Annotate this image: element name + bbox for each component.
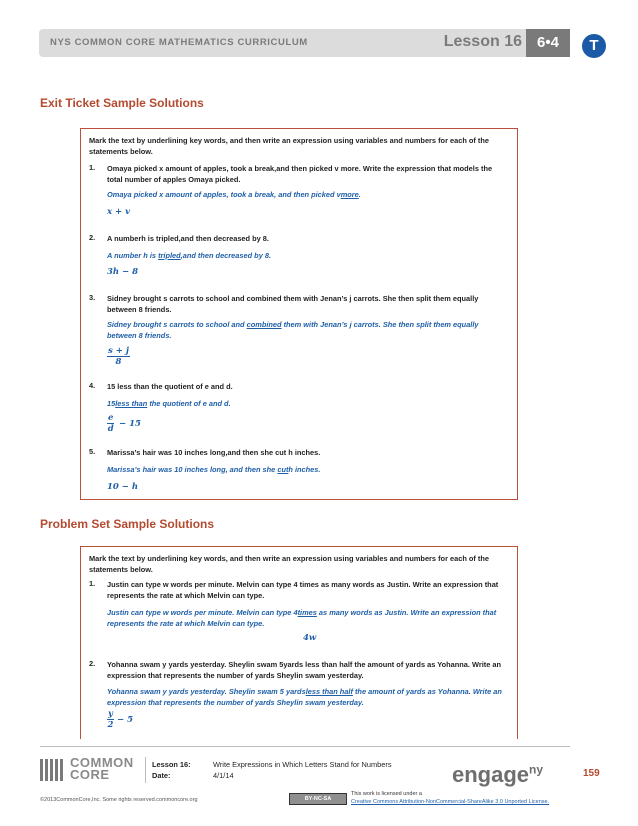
- answer-text: Sidney brought s carrots to school and combined them with Jenan’s j carrots. She then split them equally between 8 friends.: [107, 320, 479, 340]
- question-number: 4.: [89, 381, 96, 390]
- exit-ticket-box: [80, 128, 518, 500]
- question-text: Justin can type w words per minute. Melvin can type 4 times as many words as Justin. Write an expression that represents the rate at which Melvin can type.: [107, 580, 499, 600]
- answer-fraction: [107, 709, 114, 730]
- underlined-keyword: times: [297, 608, 317, 617]
- problem-set-title: Problem Set Sample Solutions: [40, 517, 215, 531]
- footer-divider-vertical: [145, 757, 146, 783]
- answer-fraction: [107, 346, 130, 367]
- footer-date-label: Date:: [152, 771, 171, 780]
- question-number: 2.: [89, 659, 96, 668]
- underlined-keyword: less than half: [305, 687, 353, 696]
- page-header: [39, 29, 570, 57]
- underlined-keyword: tripled: [158, 251, 181, 260]
- fraction-denominator: 8: [115, 357, 122, 367]
- answer-expression: 3h − 8: [107, 267, 139, 277]
- license-text: This work is licensed under a: [351, 791, 422, 797]
- answer-text: Yohanna swam y yards yesterday. Sheylin swam 5 yardsless than half the amount of yards as Yohanna. Write an expression that represents the number of yards Sheylin swam yesterday.: [107, 687, 502, 707]
- question-number: 5.: [89, 447, 96, 456]
- curriculum-title: NYS COMMON CORE MATHEMATICS CURRICULUM: [50, 37, 308, 48]
- answer-expression: 10 − h: [107, 482, 139, 492]
- license-link[interactable]: Creative Commons Attribution-NonCommercial-ShareAlike 3.0 Unported License.: [351, 799, 550, 805]
- problem-set-box: [80, 546, 518, 739]
- footer-lesson-title: Write Expressions in Which Letters Stand for Numbers: [213, 760, 392, 769]
- fraction-denominator: d: [107, 424, 114, 434]
- engageny-logo: engage$^{ny}$: [452, 762, 544, 787]
- fraction-tail: − 5: [117, 715, 133, 725]
- fraction-numerator: y: [108, 709, 113, 719]
- answer-text: A number h is tripled,and then decreased by 8.: [107, 251, 272, 260]
- fraction-numerator: s + j: [108, 346, 129, 356]
- answer-text: Justin can type w words per minute. Melvin can type 4times as many words as Justin. Write an expression that represents the rate at which Melvin can type.: [107, 608, 497, 628]
- question-number: 1.: [89, 579, 96, 588]
- teacher-badge-icon: T: [582, 34, 606, 58]
- footer-lesson-label: Lesson 16:: [152, 760, 191, 769]
- question-text: Omaya picked x amount of apples, took a break,and then picked v more. Write the expression that models the total number of apples Omaya picked.: [107, 164, 493, 184]
- footer-date-value: 4/1/14: [213, 771, 234, 780]
- answer-text: Marissa’s hair was 10 inches long, and then she cuth inches.: [107, 465, 321, 474]
- exit-ticket-intro: Mark the text by underlining key words, and then write an expression using variables and numbers for each of the statements below.: [89, 136, 490, 156]
- question-number: 3.: [89, 293, 96, 302]
- answer-expression: 4w: [303, 633, 317, 643]
- question-text: A numberh is tripled,and then decreased by 8.: [107, 234, 269, 243]
- fraction-tail: − 15: [119, 419, 141, 429]
- question-number: 1.: [89, 163, 96, 172]
- question-text: 15 less than the quotient of e and d.: [107, 382, 233, 391]
- underlined-keyword: combined: [246, 320, 282, 329]
- page-number: 159: [583, 768, 600, 779]
- footer-divider: [40, 746, 570, 747]
- fraction-denominator: 2: [107, 720, 114, 730]
- common-core-logo: [40, 757, 138, 783]
- underlined-keyword: more: [340, 190, 359, 199]
- answer-text: Omaya picked x amount of apples, took a break, and then picked vmore.: [107, 190, 361, 199]
- answer-text: 15less than the quotient of e and d.: [107, 399, 231, 408]
- lesson-label: Lesson 16: [443, 33, 522, 50]
- answer-fraction: [107, 413, 114, 434]
- creative-commons-badge-icon: BY-NC-SA: [289, 793, 347, 805]
- question-text: Sidney brought s carrots to school and combined them with Jenan’s j carrots. She then split them equally between 8 friends.: [107, 294, 479, 314]
- problem-set-intro: Mark the text by underlining key words, and then write an expression using variables and numbers for each of the statements below.: [89, 554, 490, 574]
- fraction-numerator: e: [108, 413, 114, 423]
- logo-text: COMMON CORE: [70, 755, 134, 782]
- common-core-bars-icon: [40, 759, 66, 781]
- underlined-keyword: less than: [115, 399, 148, 408]
- question-text: Marissa’s hair was 10 inches long,and then she cut h inches.: [107, 448, 321, 457]
- copyright-text: ©2013CommonCore,Inc. Some rights reserved.commoncore.org: [40, 797, 198, 803]
- question-number: 2.: [89, 233, 96, 242]
- answer-expression: x + v: [107, 207, 131, 217]
- exit-ticket-title: Exit Ticket Sample Solutions: [40, 96, 204, 110]
- underlined-keyword: cut: [277, 465, 289, 474]
- question-text: Yohanna swam y yards yesterday. Sheylin swam 5yards less than half the amount of yards as Yohanna. Write an expression that represents the number of yards Sheylin swam yesterday.: [107, 660, 502, 680]
- grade-module-badge: 6•4: [526, 29, 570, 57]
